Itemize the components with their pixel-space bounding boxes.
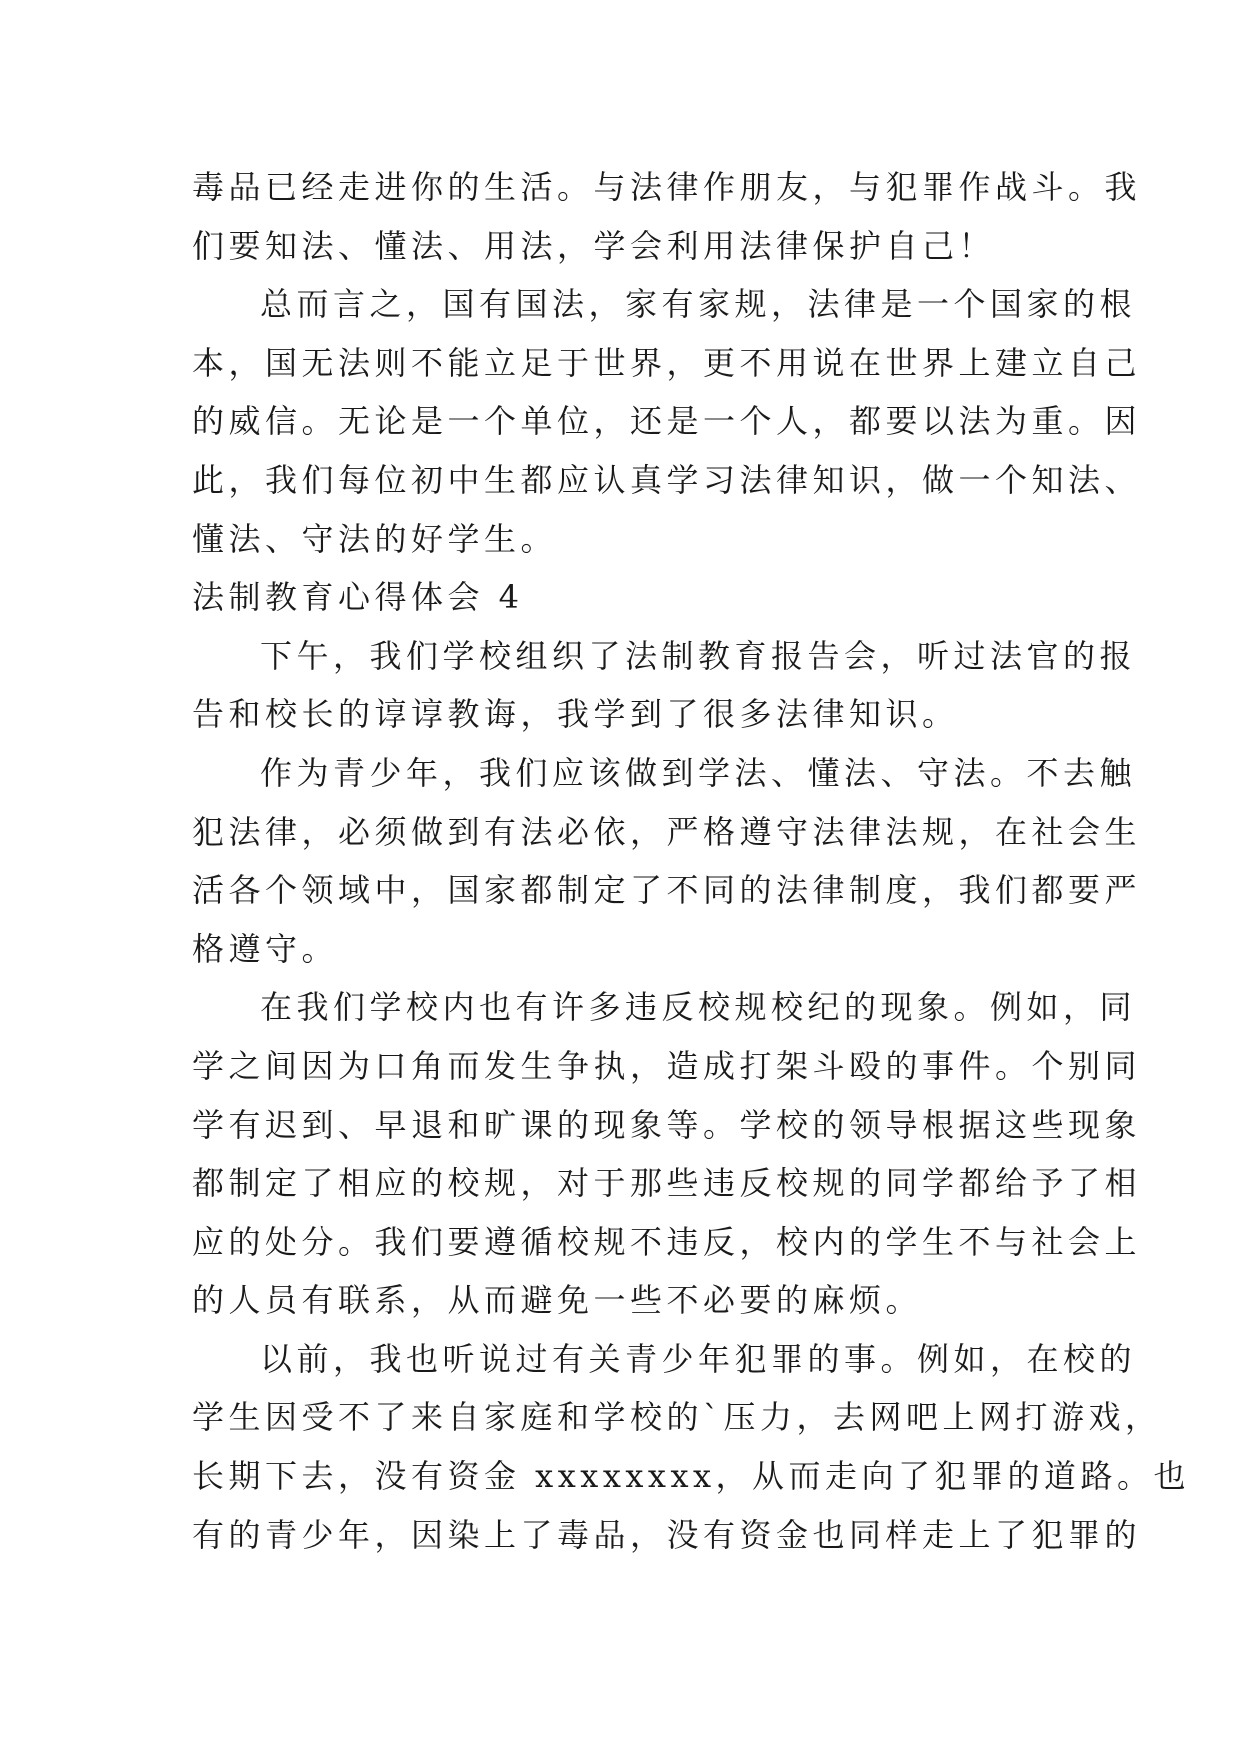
text-line: 应的处分。我们要遵循校规不违反，校内的学生不与社会上 <box>192 1222 1142 1261</box>
text-line: 犯法律，必须做到有法必依，严格遵守法律法规，在社会生 <box>192 812 1142 851</box>
text-line: 活各个领域中，国家都制定了不同的法律制度，我们都要严 <box>192 871 1142 910</box>
text-line: 的人员有联系，从而避免一些不必要的麻烦。 <box>192 1281 923 1320</box>
text-line: 学有迟到、早退和旷课的现象等。学校的领导根据这些现象 <box>192 1105 1142 1144</box>
text-line: 以前，我也听说过有关青少年犯罪的事。例如，在校的 <box>260 1339 1137 1378</box>
text-line: 作为青少年，我们应该做到学法、懂法、守法。不去触 <box>260 753 1137 792</box>
text-line: 下午，我们学校组织了法制教育报告会，听过法官的报 <box>260 636 1137 675</box>
text-line: 在我们学校内也有许多违反校规校纪的现象。例如，同 <box>260 988 1137 1027</box>
text-line: 总而言之，国有国法，家有家规，法律是一个国家的根 <box>260 285 1137 324</box>
text-line: 都制定了相应的校规，对于那些违反校规的同学都给予了相 <box>192 1164 1142 1203</box>
text-line: 毒品已经走进你的生活。与法律作朋友，与犯罪作战斗。我 <box>192 168 1142 206</box>
text-line: 有的青少年，因染上了毒品，没有资金也同样走上了犯罪的 <box>192 1515 1142 1554</box>
text-line: 学之间因为口角而发生争执，造成打架斗殴的事件。个别同 <box>192 1046 1142 1085</box>
text-line: 此，我们每位初中生都应认真学习法律知识，做一个知法、 <box>192 460 1142 499</box>
text-line: 本，国无法则不能立足于世界，更不用说在世界上建立自己 <box>192 343 1142 382</box>
text-line: 告和校长的谆谆教诲，我学到了很多法律知识。 <box>192 695 959 734</box>
text-line: 学生因受不了来自家庭和学校的`压力，去网吧上网打游戏， <box>192 1398 1162 1437</box>
section-heading: 法制教育心得体会 4 <box>192 578 524 617</box>
text-line: 的威信。无论是一个单位，还是一个人，都要以法为重。因 <box>192 402 1142 441</box>
text-line: 格遵守。 <box>192 929 339 968</box>
document-body <box>192 158 1191 1564</box>
text-line: 们要知法、懂法、用法，学会利用法律保护自己！ <box>192 226 996 265</box>
text-line: 长期下去，没有资金 xxxxxxxx，从而走向了犯罪的道路。也 <box>192 1457 1191 1496</box>
text-line: 懂法、守法的好学生。 <box>192 519 558 558</box>
